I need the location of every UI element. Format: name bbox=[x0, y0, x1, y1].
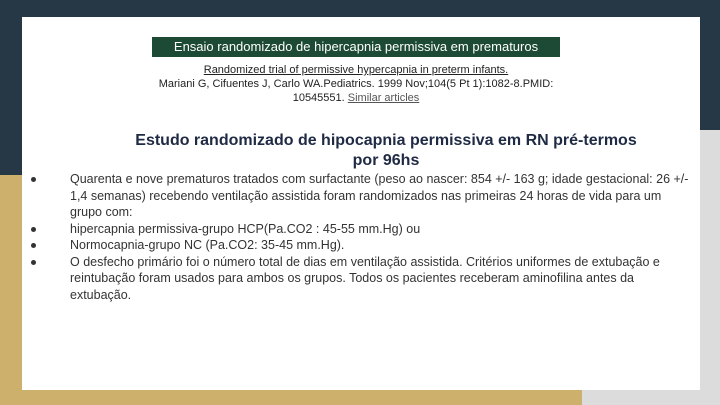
reference-block bbox=[122, 63, 590, 105]
similar-articles-link[interactable]: Similar articles bbox=[347, 92, 420, 104]
bullet-text: O desfecho primário foi o número total de dias em ventilação assistida. Critérios uniformes de extubação e reintubação foram usados para ambos os grupos. Todos os pacientes receberam aminofilina antes da extubação. bbox=[70, 254, 660, 302]
slide-heading bbox=[82, 131, 690, 171]
slide-card bbox=[22, 17, 700, 390]
reference-pmid: 10545551. bbox=[292, 92, 345, 104]
bullet-icon bbox=[31, 177, 36, 182]
list-item bbox=[22, 237, 692, 254]
list-item bbox=[22, 221, 692, 238]
bullet-icon bbox=[31, 227, 36, 232]
bullet-text: Normocapnia-grupo NC (Pa.CO2: 35-45 mm.Hg). bbox=[70, 238, 345, 252]
slide-title: Ensaio randomizado de hipercapnia permissiva em prematuros bbox=[152, 37, 560, 57]
heading-line-1: Estudo randomizado de hipocapnia permissiva em RN pré-termos bbox=[135, 132, 637, 149]
bullet-icon bbox=[31, 243, 36, 248]
reference-title-link[interactable]: Randomized trial of permissive hypercapnia in preterm infants. bbox=[203, 64, 509, 76]
bullet-list bbox=[22, 171, 692, 303]
heading-line-2: por 96hs bbox=[352, 152, 420, 169]
reference-citation: Mariani G, Cifuentes J, Carlo WA.Pediatrics. 1999 Nov;104(5 Pt 1):1082-8.PMID: bbox=[158, 78, 554, 90]
list-item bbox=[22, 171, 692, 221]
bullet-icon bbox=[31, 260, 36, 265]
list-item bbox=[22, 254, 692, 304]
bullet-text: hipercapnia permissiva-grupo HCP(Pa.CO2 : 45-55 mm.Hg) ou bbox=[70, 221, 421, 236]
bullet-text: Quarenta e nove prematuros tratados com surfactante (peso ao nascer: 854 +/- 163 g; idade gestacional: 26 +/- 1,4 semanas) recebendo ventilação assistida foram randomizados nas primeiras 24 horas de vida para um grupo com: bbox=[70, 172, 689, 219]
